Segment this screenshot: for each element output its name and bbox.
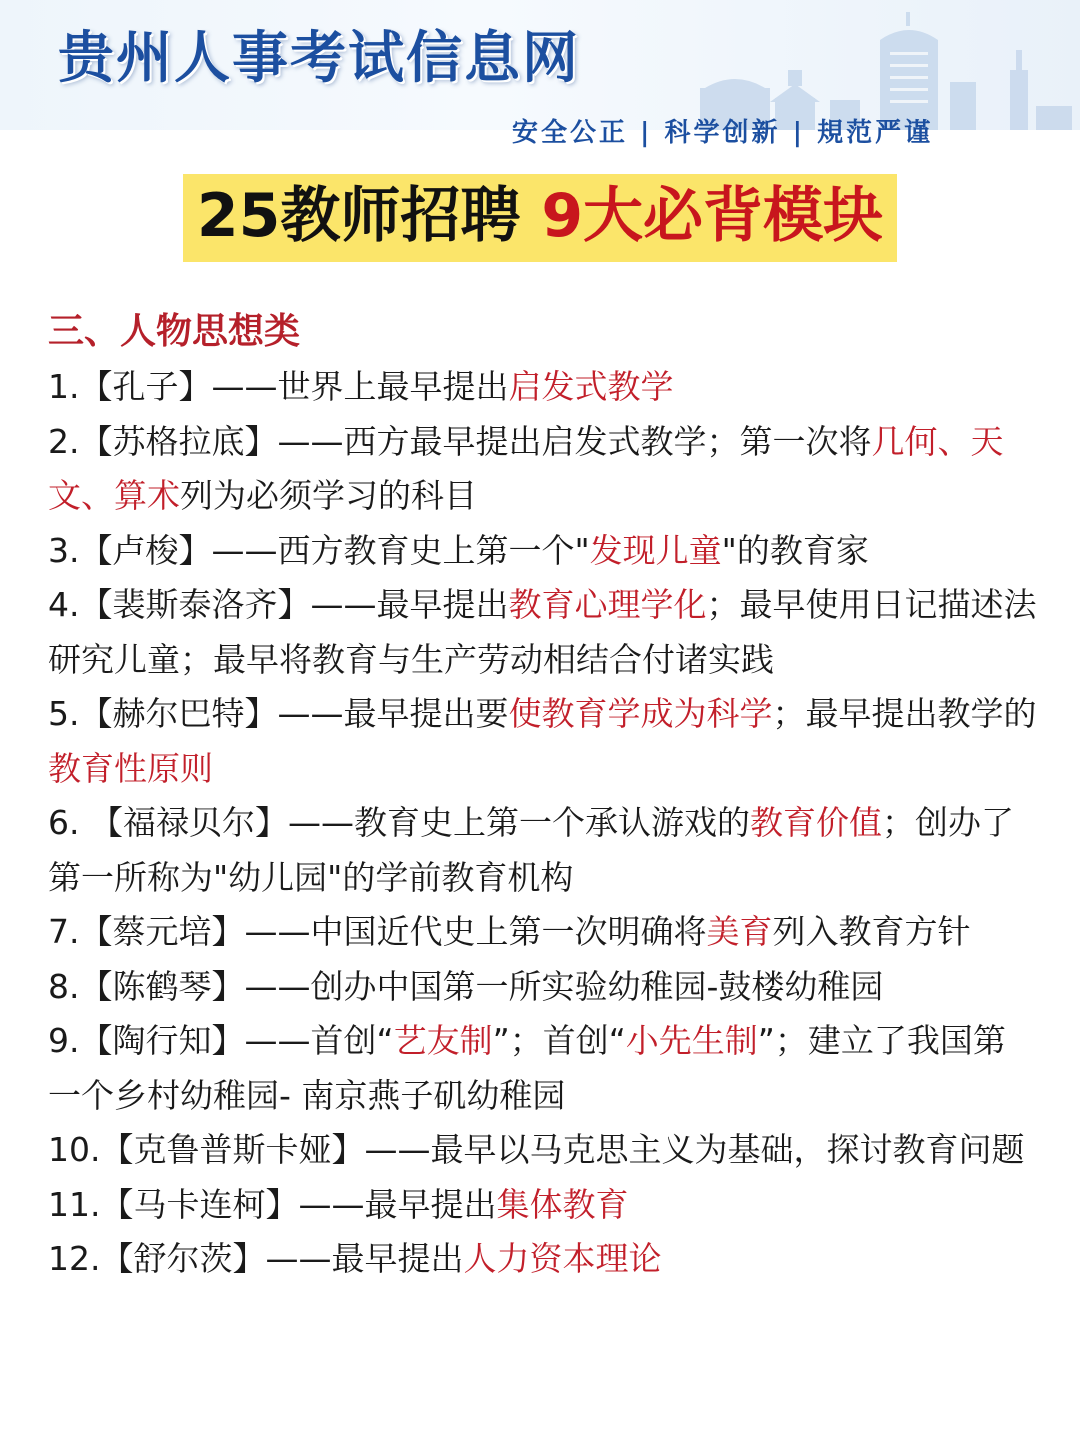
list-item bbox=[48, 1232, 1038, 1287]
list-item bbox=[48, 1014, 1038, 1123]
item-text: 3.【卢梭】——西方教育史上第一个" bbox=[48, 530, 590, 570]
list-item bbox=[48, 796, 1038, 905]
list-item bbox=[48, 905, 1038, 960]
figure-list bbox=[48, 360, 1038, 1287]
title-area bbox=[0, 174, 1080, 262]
item-text: ；最早使用日记描述法研究儿童；最早将教育与生产劳动相结合付诸实践 bbox=[48, 585, 1037, 679]
item-text: 10.【克鲁普斯卡娅】——最早以马克思主义为基础，探讨教育问题 bbox=[48, 1130, 1025, 1169]
highlight-text: 发现儿童 bbox=[589, 530, 722, 570]
list-item bbox=[48, 578, 1038, 687]
highlight-text: 教育价值 bbox=[749, 803, 882, 842]
list-item bbox=[48, 960, 1038, 1015]
title-main: 25教师招聘 bbox=[196, 181, 521, 251]
item-text: 5.【赫尔巴特】——最早提出要 bbox=[48, 694, 509, 733]
item-text: 列为必须学习的科目 bbox=[180, 476, 477, 515]
highlight-text: 使教育学成为科学 bbox=[508, 694, 773, 733]
item-text: ”；首创“ bbox=[492, 1021, 626, 1060]
article-body bbox=[48, 306, 1038, 1287]
highlight-text: 集体教育 bbox=[496, 1184, 629, 1224]
highlight-text: 教育心理学化 bbox=[508, 585, 707, 624]
list-item bbox=[48, 360, 1038, 415]
highlight-text: 几何、天文、算术 bbox=[48, 421, 1004, 515]
highlight-text: 人力资本理论 bbox=[463, 1239, 662, 1278]
item-text: 12.【舒尔茨】——最早提出 bbox=[48, 1239, 464, 1278]
item-text: 9.【陶行知】——首创“ bbox=[48, 1021, 394, 1060]
item-text: 7.【蔡元培】——中国近代史上第一次明确将 bbox=[48, 912, 707, 951]
item-text: "的教育家 bbox=[721, 530, 869, 570]
highlight-text: 美育 bbox=[706, 912, 773, 951]
site-name: 贵州人事考试信息网 bbox=[58, 25, 580, 91]
item-text: ”；建立了我国第一个乡村幼稚园- 南京燕子矶幼稚园 bbox=[48, 1021, 1006, 1115]
item-text: 列入教育方针 bbox=[772, 912, 971, 951]
item-text: ；创办了第一所称为"幼儿园"的学前教育机构 bbox=[48, 803, 1014, 897]
highlight-text: 启发式教学 bbox=[508, 367, 674, 406]
highlight-text: 艺友制 bbox=[393, 1021, 493, 1060]
highlight-text: 小先生制 bbox=[625, 1021, 758, 1060]
item-text: 1.【孔子】——世界上最早提出 bbox=[48, 367, 509, 406]
title-highlight: 9大必背模块 bbox=[541, 181, 884, 251]
list-item bbox=[48, 1178, 1038, 1233]
site-slogan: 安全公正 | 科学创新 | 規范严谨 bbox=[512, 118, 934, 148]
item-text: 11.【马卡连柯】——最早提出 bbox=[48, 1184, 497, 1224]
list-item bbox=[48, 687, 1038, 796]
site-banner bbox=[0, 0, 1080, 148]
list-item bbox=[48, 1123, 1038, 1178]
item-text: 6. 【福禄贝尔】——教育史上第一个承认游戏的 bbox=[48, 803, 750, 842]
section-heading: 三、人物思想类 bbox=[48, 311, 301, 352]
item-text: 8.【陈鹤琴】——创办中国第一所实验幼稚园-鼓楼幼稚园 bbox=[48, 966, 884, 1006]
item-text: 4.【裴斯泰洛齐】——最早提出 bbox=[48, 585, 509, 624]
highlight-text: 教育性原则 bbox=[48, 748, 213, 788]
page-title bbox=[183, 174, 897, 262]
item-text: 2.【苏格拉底】——西方最早提出启发式教学；第一次将 bbox=[48, 421, 872, 461]
item-text: ；最早提出教学的 bbox=[772, 694, 1037, 733]
list-item bbox=[48, 415, 1038, 524]
list-item bbox=[48, 524, 1038, 579]
